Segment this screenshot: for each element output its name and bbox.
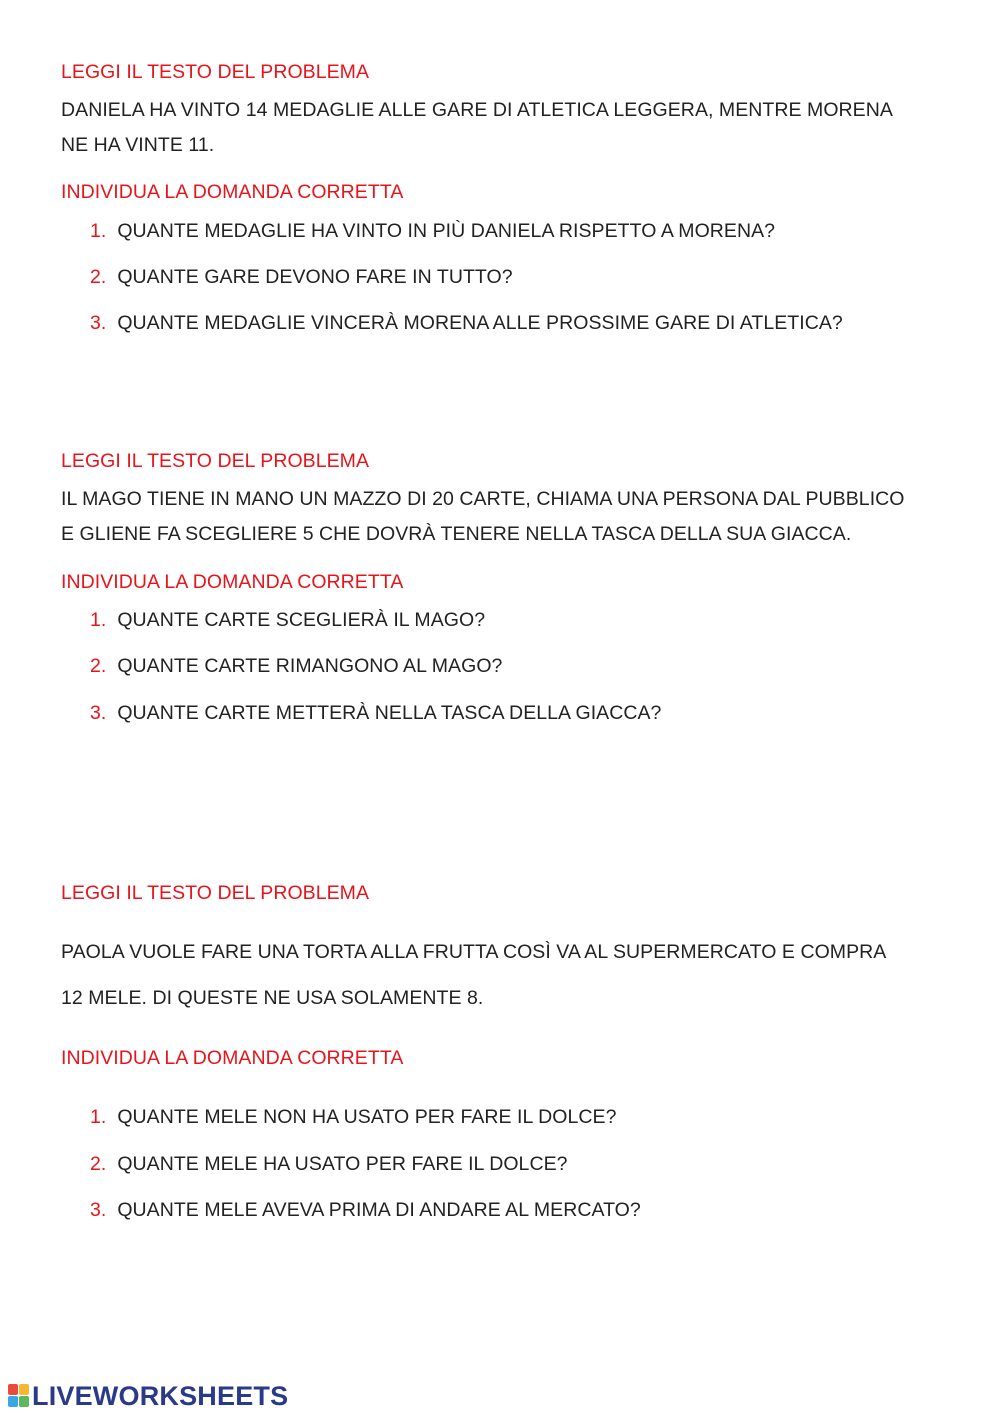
problem-1-heading: LEGGI IL TESTO DEL PROBLEMA xyxy=(61,61,370,83)
problem-1-text-line-2: NE HA VINTE 11. xyxy=(61,134,215,156)
option-number: 2. xyxy=(90,1153,107,1175)
problem-2-text-line-1: IL MAGO TIENE IN MANO UN MAZZO DI 20 CARTE, CHIAMA UNA PERSONA DAL PUBBLICO xyxy=(61,488,905,510)
logo-text: LIVEWORKSHEETS xyxy=(32,1380,289,1411)
problem-1-question-heading: INDIVIDUA LA DOMANDA CORRETTA xyxy=(61,181,404,203)
problem-3-question-heading: INDIVIDUA LA DOMANDA CORRETTA xyxy=(61,1047,404,1069)
option-text: QUANTE MELE NON HA USATO PER FARE IL DOLCE? xyxy=(117,1106,617,1128)
option-text: QUANTE CARTE SCEGLIERÀ IL MAGO? xyxy=(117,609,486,631)
option-number: 3. xyxy=(90,1199,107,1221)
problem-2-option-2[interactable] xyxy=(90,655,502,678)
option-number: 3. xyxy=(90,312,107,334)
problem-2-text-line-2: E GLIENE FA SCEGLIERE 5 CHE DOVRÀ TENERE NELLA TASCA DELLA SUA GIACCA. xyxy=(61,523,852,545)
problem-3-heading: LEGGI IL TESTO DEL PROBLEMA xyxy=(61,882,370,904)
problem-3-option-2[interactable] xyxy=(90,1153,568,1176)
option-number: 1. xyxy=(90,609,107,631)
problem-1-option-2[interactable] xyxy=(90,266,513,289)
option-number: 2. xyxy=(90,655,107,677)
option-text: QUANTE MELE HA USATO PER FARE IL DOLCE? xyxy=(117,1153,568,1175)
liveworksheets-logo[interactable] xyxy=(8,1381,288,1411)
problem-1-option-3[interactable] xyxy=(90,312,843,335)
option-number: 1. xyxy=(90,1106,107,1128)
problem-1-text-line-1: DANIELA HA VINTO 14 MEDAGLIE ALLE GARE DI ATLETICA LEGGERA, MENTRE MORENA xyxy=(61,99,893,121)
option-text: QUANTE GARE DEVONO FARE IN TUTTO? xyxy=(117,266,513,288)
option-text: QUANTE MEDAGLIE HA VINTO IN PIÙ DANIELA RISPETTO A MORENA? xyxy=(117,220,776,242)
option-text: QUANTE MEDAGLIE VINCERÀ MORENA ALLE PROSSIME GARE DI ATLETICA? xyxy=(117,312,843,334)
problem-3-text-line-1: PAOLA VUOLE FARE UNA TORTA ALLA FRUTTA COSÌ VA AL SUPERMERCATO E COMPRA xyxy=(61,941,887,963)
problem-2-option-3[interactable] xyxy=(90,702,661,725)
problem-1-option-1[interactable] xyxy=(90,220,775,243)
option-text: QUANTE MELE AVEVA PRIMA DI ANDARE AL MERCATO? xyxy=(117,1199,641,1221)
option-text: QUANTE CARTE RIMANGONO AL MAGO? xyxy=(117,655,503,677)
problem-2-option-1[interactable] xyxy=(90,609,485,632)
liveworksheets-logo-icon xyxy=(8,1384,30,1408)
problem-3-text-line-2: 12 MELE. DI QUESTE NE USA SOLAMENTE 8. xyxy=(61,987,484,1009)
problem-3-option-3[interactable] xyxy=(90,1199,641,1222)
option-number: 1. xyxy=(90,220,107,242)
problem-2-question-heading: INDIVIDUA LA DOMANDA CORRETTA xyxy=(61,571,404,593)
option-number: 2. xyxy=(90,266,107,288)
option-text: QUANTE CARTE METTERÀ NELLA TASCA DELLA GIACCA? xyxy=(117,702,662,724)
problem-3-option-1[interactable] xyxy=(90,1106,616,1129)
option-number: 3. xyxy=(90,702,107,724)
problem-2-heading: LEGGI IL TESTO DEL PROBLEMA xyxy=(61,450,370,472)
